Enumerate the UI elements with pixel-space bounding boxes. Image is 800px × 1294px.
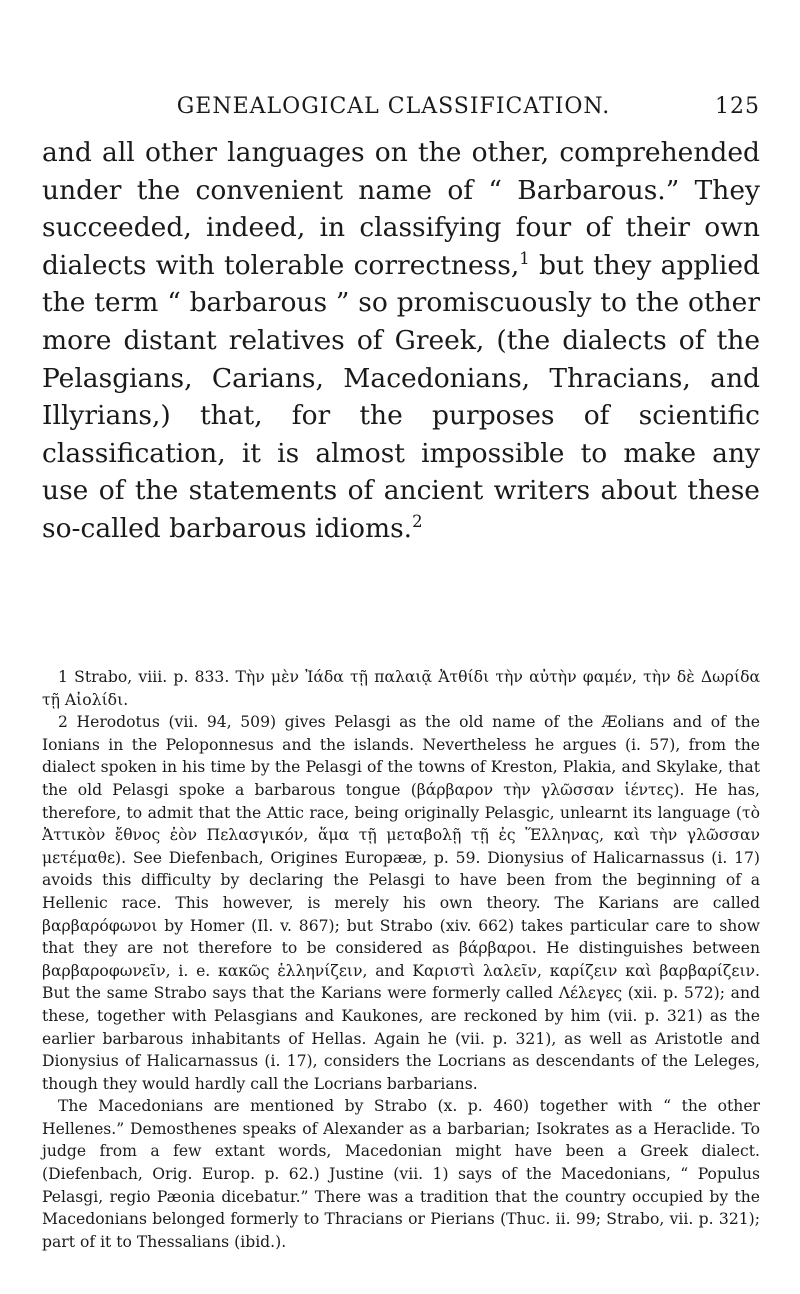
- footnote-2-continuation: The Macedonians are mentioned by Strabo (x. p. 460) together with “ the other Hellenes.” Demosthenes speaks of Alexander as a barbarian; Isokrates as a Heraclide. To judge from a few extant words, Macedonian might have been a Greek dialect. (Diefenbach, Orig. Europ. p. 62.) Justine (vii. 1) says of the Macedonians, “ Populus Pelasgi, regio Pæonia dicebatur.” There was a tradition that the country occupied by the Macedonians belonged formerly to Thracians or Pierians (Thuc. ii. 99; Strabo, vii. p. 321); part of it to Thessalians (ibid.).: [42, 1097, 760, 1251]
- running-header: [42, 94, 760, 119]
- footnote-ref-1[interactable]: 1: [519, 248, 530, 268]
- main-paragraph: [42, 134, 760, 548]
- paragraph-text-part-1: and all other languages on the other, comprehended under the convenient name of “ Barbarous.” They succeeded, indeed, in classifying four of their own dialects with tolerable correctness,: [42, 137, 760, 281]
- running-title: GENEALOGICAL CLASSIFICATION.: [176, 94, 611, 119]
- paragraph-text-part-2: but they applied the term “ barbarous ” so promiscuously to the other more distant relatives of Greek, (the dialects of the Pelasgians, Carians, Macedonians, Thracians, and Illyrians,) that, for the purposes of scientific classification, it is almost impossible to make any use of the statements of ancient writers about these so-called barbarous idioms.: [42, 249, 760, 544]
- footnote-ref-2[interactable]: 2: [412, 512, 423, 532]
- footnotes: [42, 666, 760, 1253]
- page-number: 125: [715, 94, 760, 119]
- footnote-2: 2 Herodotus (vii. 94, 509) gives Pelasgi as the old name of the Æolians and of the Ionians in the Peloponnesus and the islands. Nevertheless he argues (i. 57), from the dialect spoken in his time by the Pelasgi of the towns of Kreston, Plakia, and Skylake, that the old Pelasgi spoke a barbarous tongue (βάρβαρον τὴν γλῶσσαν ἱέντες). He has, therefore, to admit that the Attic race, being originally Pelasgic, unlearnt its language (τὸ Ἀττικὸν ἔθνος ἐὸν Πελασγικόν, ἅμα τῇ μεταβολῇ τῇ ἐς Ἕλληνας, καὶ τὴν γλῶσσαν μετέμαθε). See Diefenbach, Origines Europææ, p. 59. Dionysius of Halicarnassus (i. 17) avoids this difficulty by declaring the Pelasgi to have been from the beginning of a Hellenic race. This however, is merely his own theory. The Karians are called βαρβαρόφωνοι by Homer (Il. v. 867); but Strabo (xiv. 662) takes particular care to show that they are not therefore to be considered as βάρβαροι. He distinguishes between βαρβαροφωνεῖν, i. e. κακῶς ἑλληνίζειν, and Καριστὶ λαλεῖν, καρίζειν καὶ βαρβαρίζειν. But the same Strabo says that the Karians were formerly called Λέλεγες (xii. p. 572); and these, together with Pelasgians and Kaukones, are reckoned by him (vii. p. 321) as the earlier barbarous inhabitants of Hellas. Again he (vii. p. 321), as well as Aristotle and Dionysius of Halicarnassus (i. 17), considers the Locrians as descendants of the Leleges, though they would hardly call the Locrians barbarians.: [42, 713, 760, 1093]
- footnote-1: 1 Strabo, viii. p. 833. Τὴν μὲν Ἰάδα τῇ παλαιᾷ Ἀτθίδι τὴν αὐτὴν φαμέν, τὴν δὲ Δωρίδα τῇ Αἰολίδι.: [42, 668, 760, 709]
